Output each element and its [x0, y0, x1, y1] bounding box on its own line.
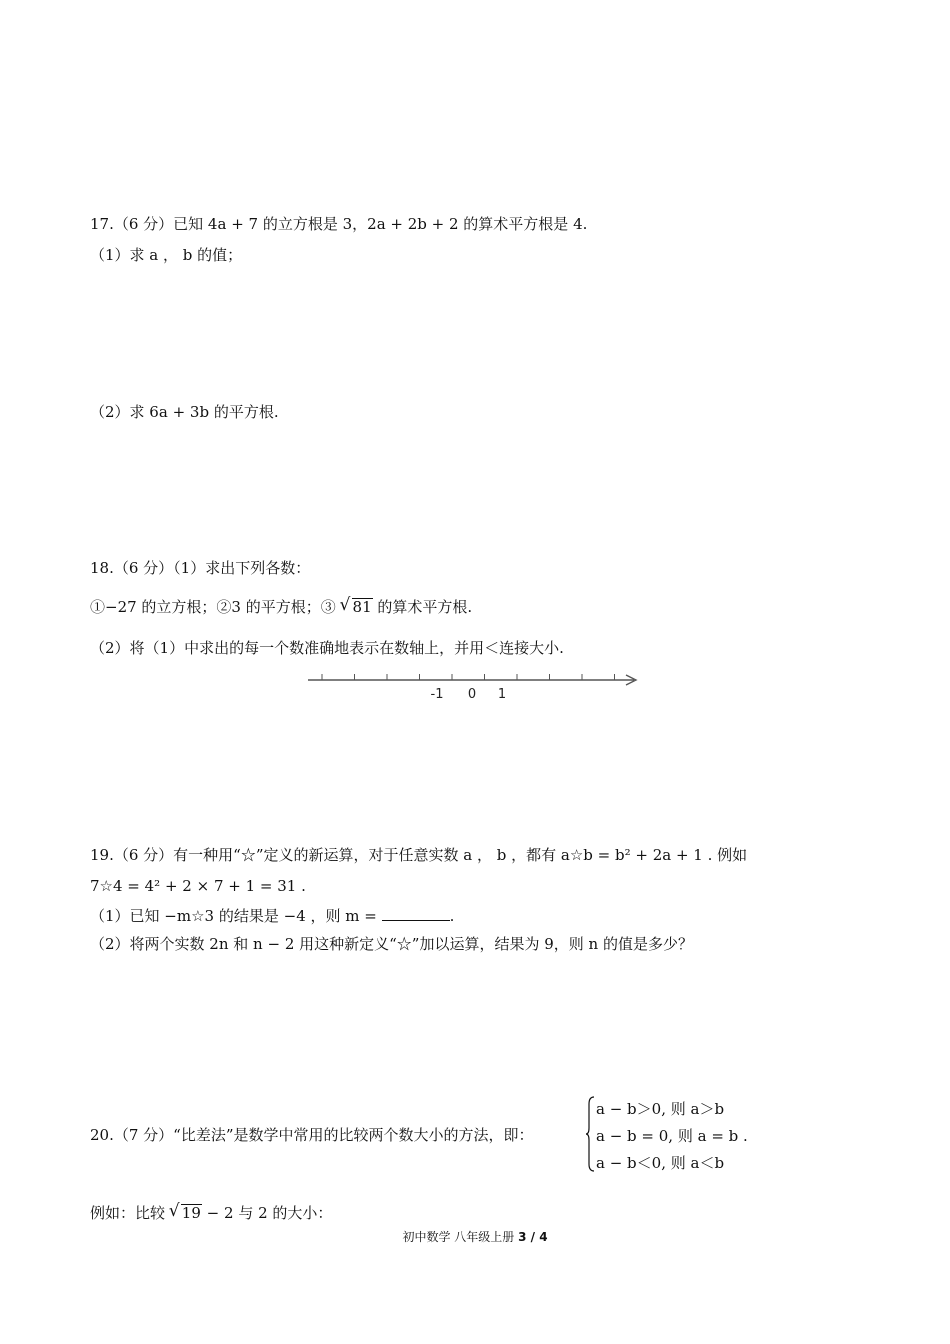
system-row-equal: a − b = 0, 则 a = b . [596, 1127, 748, 1145]
number-line-ticks [322, 674, 615, 680]
sqrt-81: √ 81 [341, 597, 373, 617]
q20-stem: 20.（7 分）“比差法”是数学中常用的比较两个数大小的方法，即： [90, 1126, 534, 1144]
q17-part2: （2）求 6a + 3b 的平方根. [90, 403, 279, 421]
q18-part2: （2）将（1）中求出的每一个数准确地表示在数轴上，并用＜连接大小. [90, 639, 564, 657]
q17-part1: （1）求 a ， b 的值； [90, 246, 243, 264]
q20-example [90, 1203, 332, 1223]
q18-items-a: ①−27 的立方根；②3 的平方根；③ [90, 598, 336, 616]
left-brace [586, 1096, 595, 1172]
axis-label-0: 0 [467, 687, 477, 702]
page-footer [0, 1228, 950, 1245]
sqrt-19: √ 19 [170, 1203, 202, 1223]
system-row-greater: a − b＞0, 则 a＞b [596, 1100, 725, 1118]
comparison-system [586, 1094, 761, 1176]
number-line [300, 668, 645, 704]
q18-items [90, 597, 472, 617]
q18-items-b: 的算术平方根. [377, 598, 473, 616]
system-row-less: a − b＜0, 则 a＜b [596, 1154, 725, 1172]
q19-example: 7☆4 = 4² + 2 × 7 + 1 = 31 . [90, 877, 306, 895]
answer-blank [382, 906, 450, 921]
page-number: 3 / 4 [518, 1230, 548, 1244]
footer-course: 初中数学 八年级上册 [402, 1230, 515, 1244]
q20-example-b: − 2 与 2 的大小： [206, 1204, 333, 1222]
axis-label-1: 1 [497, 687, 507, 702]
q19-part2: （2）将两个实数 2n 和 n − 2 用这种新定义“☆”加以运算，结果为 9，则 n 的值是多少？ [90, 935, 693, 953]
q19-part1-end: . [449, 907, 455, 925]
axis-label-neg1: -1 [430, 687, 444, 702]
q18-stem: 18.（6 分）（1）求出下列各数： [90, 559, 311, 577]
q20-example-a: 例如：比较 [90, 1204, 166, 1222]
q19-part1 [90, 906, 454, 926]
q19-stem: 19.（6 分）有一种用“☆”定义的新运算，对于任意实数 a ， b ，都有 a☆b = b² + 2a + 1 . 例如 [90, 846, 748, 864]
q17-stem: 17.（6 分）已知 4a + 7 的立方根是 3，2a + 2b + 2 的算术平方根是 4. [90, 215, 588, 233]
q19-part1-text: （1）已知 −m☆3 的结果是 −4 ，则 m = [90, 907, 377, 925]
